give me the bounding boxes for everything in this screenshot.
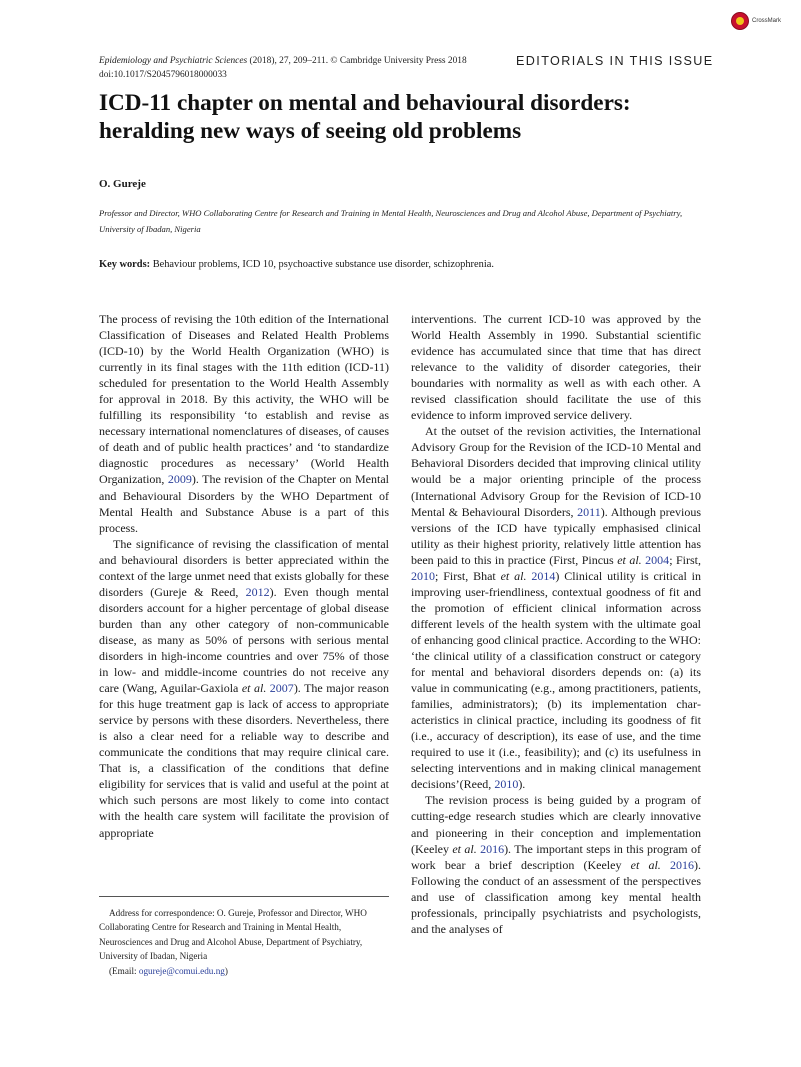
correspondence-email [99, 964, 389, 978]
text-run: ). Even though mental disorders account for a higher percentage of global disease burden than any other category of non-communicable disease, as many as 50% of persons with serious mental disorders in high-income countries and over 75% of those in low- and middle-income countries do not receive any care (Wang, Aguilar-Gaxiola [99, 584, 389, 696]
text-run: The process of revising the 10th edition of the International Classification of Diseases and Related Health Problems (ICD-10) by the World Health Organization (WHO) is currently in its final stages with the 11th edition (ICD-11) scheduled for presentation to the World Health Assembly for approval in 2018. By this activity, the WHO will be fulfilling its responsibility ‘to establish and revise as necessary international nomenclatures of diseases, of causes of death and of public health practices’ and ‘to standardize diagnostic procedures as necessary’ (World Health Organization, [99, 312, 389, 487]
et-al: et al. [500, 568, 527, 583]
text-run: ; First, Bhat [435, 568, 501, 583]
et-al: et al. [241, 681, 267, 696]
author-name: O. Gureje [99, 178, 146, 190]
text-run: ). The important steps in this program of work bear a brief description (Keeley [411, 841, 701, 872]
journal-name: Epidemiology and Psychiatric Sciences [99, 56, 248, 66]
crossmark-label: CrossMark [752, 18, 782, 24]
citation-link[interactable]: 2010 [411, 568, 435, 583]
text-run: ) [224, 965, 228, 976]
text-run: ). Although previous versions of the ICD have typically emphasised clinical utility as their highest priority, relatively little attention has been paid to this in practice (First, Pincus [411, 504, 701, 567]
email-link[interactable]: ogureje@comui.edu.ng [138, 965, 225, 976]
et-al: et al. [630, 857, 661, 872]
text-run: The revision process is being guided by a program of cutting-edge research studies which are clearly innovative and pioneering in their conception and implementation (Keeley [411, 793, 701, 856]
doi: doi:10.1017/S2045796018000033 [99, 69, 227, 80]
correspondence-footnote [99, 896, 389, 978]
text-run: ). [518, 777, 526, 792]
paragraph [99, 311, 389, 536]
author-affiliation: Professor and Director, WHO Collaborating Centre for Research and Training in Mental Health, Neurosciences and Drug and Alcohol Abuse, Department of Psychiatry, University of Ibadan, Nigeria [99, 208, 683, 234]
journal-meta [99, 55, 467, 82]
crossmark-badge[interactable] [731, 12, 781, 30]
text-run: ). The major reason for this huge treatment gap is lack of access to appropriate service by persons with these disorders. Nevertheless, there is also a clear need for a reliable way to describe and communicate the conditions that may require clinical care. That is, a classification of the conditions that define eligibility for services that is valid and useful at the point at which such persons are most likely to come into contact with the health care system will facilitate the provision of appropriate [99, 681, 389, 840]
citation-link[interactable]: 2007 [266, 681, 294, 696]
citation-link[interactable]: 2011 [577, 504, 601, 519]
citation-link[interactable]: 2016 [660, 857, 694, 872]
keywords-list: Behaviour problems, ICD 10, psychoactive substance use disorder, schizophrenia. [150, 259, 494, 270]
text-run: (Email: [109, 965, 139, 976]
citation-link[interactable]: 2010 [494, 777, 519, 792]
citation-link[interactable]: 2004 [641, 552, 670, 567]
citation-link[interactable]: 2012 [245, 584, 270, 599]
keywords [99, 259, 494, 270]
article-title: ICD-11 chapter on mental and behavioural disorders: heralding new ways of seeing old problems [99, 90, 631, 144]
citation-link[interactable]: 2016 [476, 841, 505, 856]
et-al: et al. [617, 552, 642, 567]
citation-link[interactable]: 2009 [167, 472, 192, 487]
text-run: The significance of revising the classification of mental and behavioural disorders is better appreciated within the context of the large unmet need that exists globally for these disorders (Gureje & Reed, [99, 536, 389, 599]
paragraph [411, 792, 701, 936]
text-run: At the outset of the revision activities, the International Advisory Group for the Revision of the ICD-10 Mental and Behavioral Disorders decided that improving clinical utility would be a major orienting principle of the process (International Advisory Group for the Revision of ICD-10 Mental & Behavioural Disorders, [411, 424, 701, 519]
keywords-label: Key words: [99, 259, 151, 270]
journal-citation-rest: (2018), 27, 209–211. © Cambridge University Press 2018 [247, 56, 467, 66]
text-run: ). Following the conduct of an assessment of the perspectives and use of classification among key mental health professionals, principally psychiatrists and psychologists, and the analyses of [411, 857, 701, 936]
text-run: ; First, [669, 552, 702, 567]
body-column-right [411, 311, 701, 937]
text-run: ). The revision of the Chapter on Mental and Behavioural Disorders by the WHO Department of Mental Health and Substance Abuse is a part of this process. [99, 472, 389, 535]
correspondence-address: Address for correspondence: O. Gureje, Professor and Director, WHO Collaborating Centre for Research and Training in Mental Health, Neurosciences and Drug and Alcohol Abuse, Department of Psychiatry, University of Ibadan, Nigeria [99, 908, 367, 962]
citation-link[interactable]: 2014 [526, 568, 556, 583]
paragraph [411, 423, 701, 792]
body-column-left [99, 311, 389, 841]
et-al: et al. [452, 841, 477, 856]
paragraph [99, 536, 389, 841]
section-label: EDITORIALS IN THIS ISSUE [516, 54, 714, 68]
journal-citation [99, 55, 467, 69]
paragraph: interventions. The current ICD-10 was approved by the World Health Assembly in 1990. Substantial scientific evidence has accumulated since that time that has direct relevance to the validity of disorder categories, their boundaries with normality as well as with each other. A revised classification should facilitate the use of this evidence to inform improved service delivery. [411, 312, 701, 423]
text-run: ) Clinical utility is critical in improving user-friendliness, contextual goodness of fit and the promotion of efficient clinical information across different levels of the health system with the ultimate goal of enhancing good clinical practice. According to the WHO: ‘the clinical utility of a classification construct or category for mental and behavioral disorders depends on: (a) its value in communicating (e.g., among practitioners, patients, families, administrators); (b) its implementation characteristics in clinical practice, including its goodness of fit (i.e., accuracy of description), its ease of use, and the time required to use it (i.e., feasibility); and (c) its usefulness in selecting interventions and in making clinical management decisions’(Reed, [411, 568, 702, 792]
crossmark-icon [731, 12, 749, 30]
